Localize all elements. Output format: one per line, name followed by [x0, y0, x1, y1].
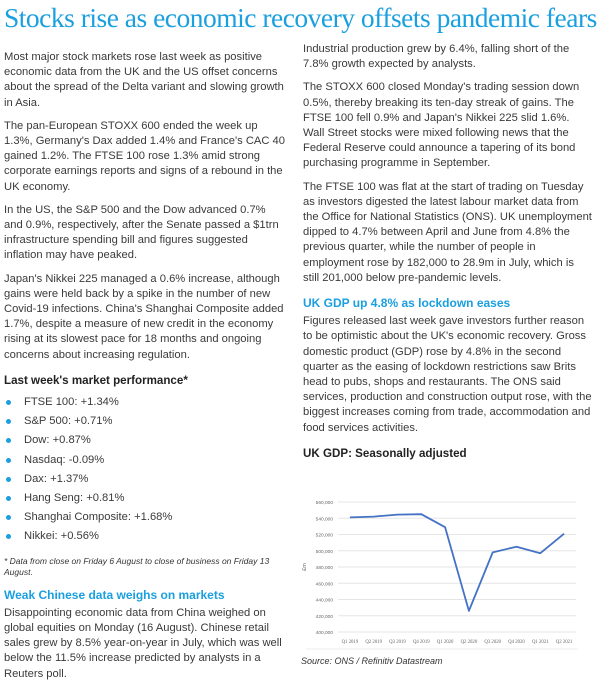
bullet-icon — [6, 458, 11, 463]
bullet-icon — [6, 477, 11, 482]
y-tick-label: 440,000 — [316, 598, 334, 604]
gdp-chart — [300, 492, 602, 650]
x-tick-label: Q1 2020 — [437, 640, 454, 645]
list-item — [4, 528, 286, 547]
y-tick-label: 520,000 — [316, 533, 334, 539]
list-item-text: Nasdaq: -0.09% — [24, 454, 104, 466]
performance-list — [4, 394, 286, 548]
paragraph: The pan-European STOXX 600 ended the week up 1.3%, Germany's Dax added 1.4% and France's CAC 40 gained 1.2%. The FTSE 100 rose 1.3% amid strong corporate earnings reports and signs of a rebound in the UK economy. — [4, 119, 286, 195]
list-item — [4, 432, 286, 451]
paragraph: The STOXX 600 closed Monday's trading session down 0.5%, thereby breaking its ten-day streak of gains. The FTSE 100 fell 0.9% and Japan's Nikkei 225 slid 1.6%. Wall Street stocks were mixed following news that the Federal Reserve could announce a tapering of its bond purchasing programme in September. — [303, 80, 593, 171]
x-tick-label: Q1 2019 — [342, 640, 359, 645]
chart-source: Source: ONS / Refinitiv Datastream — [301, 656, 443, 666]
paragraph: Industrial production grew by 6.4%, falling short of the 7.8% growth expected by analysts. — [303, 42, 593, 72]
paragraph: Figures released last week gave investors further reason to be optimistic about the UK's economic recovery. Gross domestic product (GDP) rose by 4.8% in the second quarter as the easing of lockdown restrictions saw Brits head to pubs, shops and restaurants. The ONS said services, production and construction output rose, with the biggest increases coming from trade, accommodation and food services activities. — [303, 314, 593, 436]
x-tick-label: Q1 2021 — [532, 640, 549, 645]
paragraph: Japan's Nikkei 225 managed a 0.6% increase, although gains were held back by a spike in the number of new Covid-19 infections. China's Shanghai Composite added 1.7%, despite a measure of new credit in the economy rising at its slowest pace for 18 months and ongoing concerns about increasing regulation. — [4, 272, 286, 363]
left-column — [4, 50, 286, 690]
list-item-text: FTSE 100: +1.34% — [24, 396, 119, 408]
list-item — [4, 471, 286, 490]
list-item-text: Shanghai Composite: +1.68% — [24, 511, 172, 523]
x-tick-label: Q2 2021 — [556, 640, 573, 645]
paragraph: Disappointing economic data from China weighed on global equities on Monday (16 August). Chinese retail sales grew by 8.5% year-on-year in July, which was well below the 11.5% increase predicted by analysts in a Reuters poll. — [4, 606, 286, 682]
list-item — [4, 509, 286, 528]
paragraph: The FTSE 100 was flat at the start of trading on Tuesday as investors digested the latest labour market data from the Office for National Statistics (ONS). UK unemployment dipped to 4.7% between April and June from 4.8% the previous quarter, while the number of people in employment rose by 182,000 to 28.9m in July, which is still 201,000 below pre-pandemic levels. — [303, 180, 593, 286]
y-tick-label: 500,000 — [316, 549, 334, 555]
list-item — [4, 413, 286, 432]
x-tick-label: Q3 2020 — [484, 640, 501, 645]
performance-heading: Last week's market performance* — [4, 373, 286, 388]
footnote: * Data from close on Friday 6 August to close of business on Friday 13 August. — [4, 556, 286, 578]
list-item-text: Nikkei: +0.56% — [24, 530, 99, 542]
paragraph: Most major stock markets rose last week as positive economic data from the UK and the US offset concerns about the spread of the Delta variant and slowing growth in Asia. — [4, 50, 286, 111]
y-tick-label: 540,000 — [316, 516, 334, 522]
article-title: Stocks rise as economic recovery offsets pandemic fears — [4, 2, 597, 34]
y-tick-label: 420,000 — [316, 614, 334, 620]
bullet-icon — [6, 534, 11, 539]
gdp-section-heading: UK GDP up 4.8% as lockdown eases — [303, 296, 593, 311]
x-tick-label: Q2 2019 — [365, 640, 382, 645]
chart-heading: UK GDP: Seasonally adjusted — [303, 446, 593, 461]
y-axis-label: £m — [302, 563, 308, 571]
x-tick-label: Q4 2020 — [508, 640, 525, 645]
list-item-text: Dow: +0.87% — [24, 434, 91, 446]
gdp-chart-svg — [300, 492, 602, 650]
y-tick-label: 560,000 — [316, 500, 334, 506]
paragraph: In the US, the S&P 500 and the Dow advanced 0.7% and 0.9%, respectively, after the Senate passed a $1trn infrastructure spending bill and figures suggested inflation may have peaked. — [4, 203, 286, 264]
y-tick-label: 460,000 — [316, 581, 334, 587]
gdp-series-line — [350, 514, 564, 611]
list-item — [4, 452, 286, 471]
list-item-text: S&P 500: +0.71% — [24, 415, 112, 427]
list-item — [4, 490, 286, 509]
bullet-icon — [6, 400, 11, 405]
china-section-heading: Weak Chinese data weighs on markets — [4, 588, 286, 603]
x-tick-label: Q3 2019 — [389, 640, 406, 645]
x-tick-label: Q4 2019 — [413, 640, 430, 645]
bullet-icon — [6, 515, 11, 520]
y-tick-label: 400,000 — [316, 630, 334, 636]
list-item-text: Dax: +1.37% — [24, 473, 88, 485]
x-tick-label: Q2 2020 — [461, 640, 478, 645]
y-tick-label: 480,000 — [316, 565, 334, 571]
list-item-text: Hang Seng: +0.81% — [24, 492, 124, 504]
bullet-icon — [6, 419, 11, 424]
bullet-icon — [6, 496, 11, 501]
bullet-icon — [6, 438, 11, 443]
right-column — [303, 42, 593, 467]
list-item — [4, 394, 286, 413]
